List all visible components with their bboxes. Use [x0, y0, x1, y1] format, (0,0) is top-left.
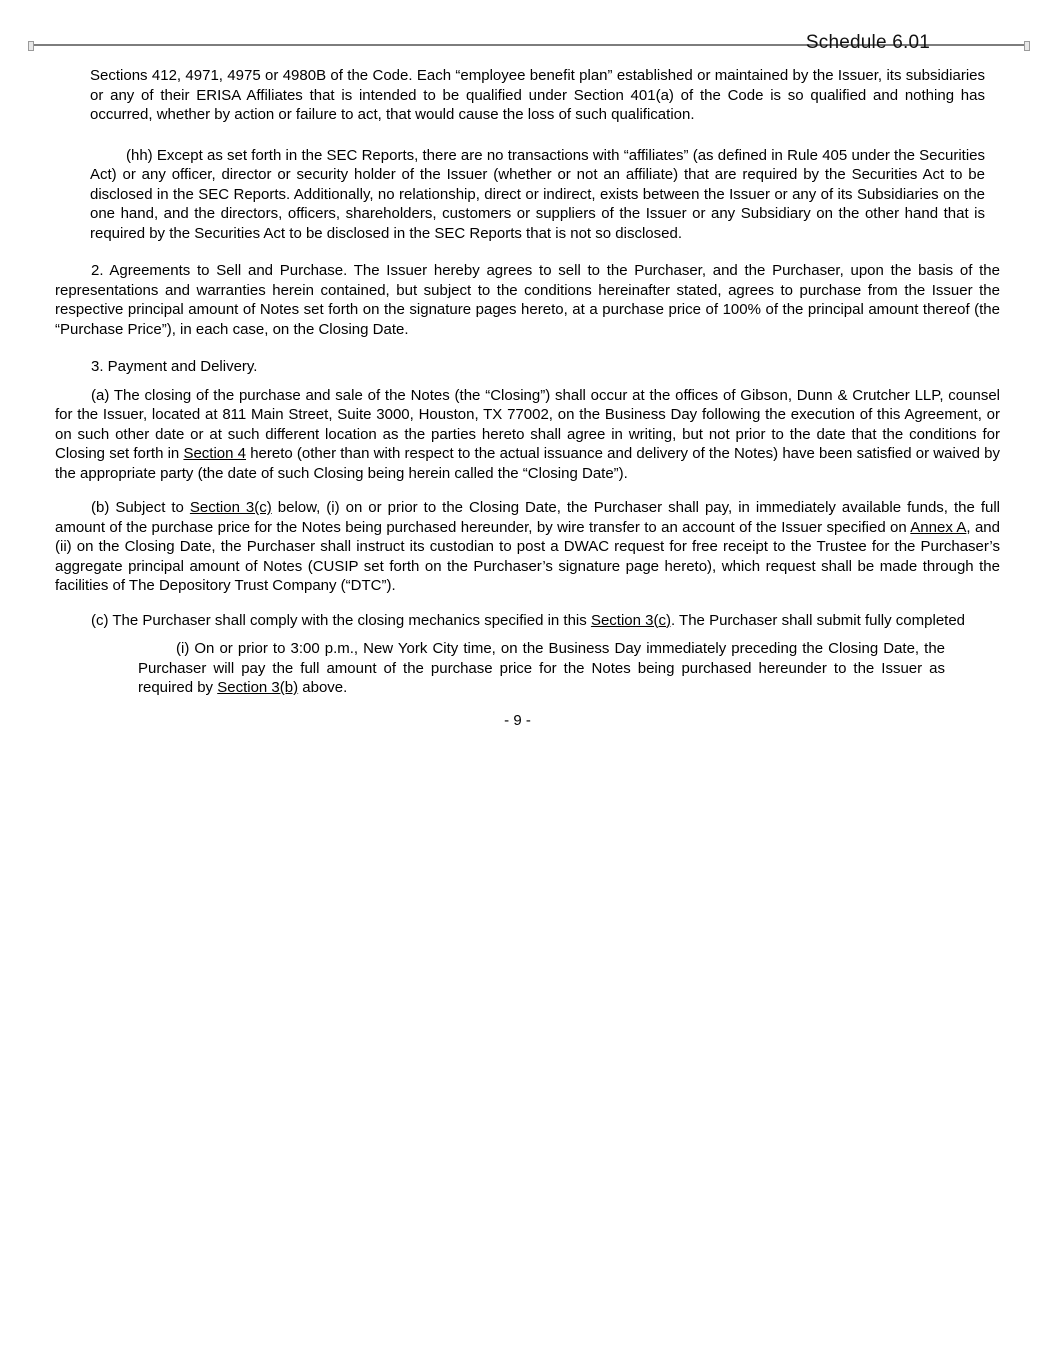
schedule-title: Schedule 6.01 — [805, 32, 930, 53]
text-segment: above. — [298, 679, 348, 696]
document-body — [55, 66, 1000, 730]
paragraph-section-3-heading — [55, 357, 1000, 377]
paragraph-3c-i — [138, 639, 945, 698]
text-segment: . The Purchaser shall submit fully completed — [670, 611, 966, 629]
text-segment: (c) The Purchaser shall comply with the closing mechanics specified in this — [91, 611, 591, 629]
text-segment: , and (ii) on the Closing Date, the Purchaser shall instruct its custodian to post a DWAC request for free receipt to the Trustee for the Purchaser’s aggregate principal amount of Notes (CUSIP set forth on the Purchaser’s signature page hereto), which request shall be made through the facilities of The Depository Trust Company (“DTC”). — [55, 518, 1000, 594]
section-reference: Section 3(b) — [217, 679, 299, 696]
paragraph-erisa-continuation — [90, 66, 985, 125]
text-segment: (b) Subject to — [91, 499, 190, 516]
text-segment: Sections 412, 4971, 4975 or 4980B of the Code. Each “employee benefit plan” established or maintained by the Issuer, its subsidiaries or any of their ERISA Affiliates that is intended to be qualified under Section 401(a) of the Code is so qualified and nothing has occurred, whether by action or failure to act, that would cause the loss of such qualification. — [90, 67, 985, 123]
text-segment: (a) The closing of the purchase and sale of the Notes (the “Closing”) shall occur at the offices of Gibson, Dunn & Crutcher LLP, counsel for the Issuer, located at 811 Main Street, Suite 3000, Houston, TX 77002, on the Business Day following the execution of this Agreement, or on such other date or at such different location as the parties hereto shall agree in writing, but not prior to the date that the conditions for Closing set forth in — [55, 386, 1000, 462]
paragraph-hh — [90, 146, 985, 244]
text-segment: hereto (other than with respect to the actual issuance and delivery of the Notes) have been satisfied or waived by the appropriate party (the date of such Closing being herein called the “Closing Date”). — [55, 445, 1001, 482]
text-segment: (i) On or prior to 3:00 p.m., New York City time, on the Business Day immediately preceding the Closing Date, the Purchaser will pay the full amount of the purchase price for the Notes being purchased hereunder to the Issuer as required by — [138, 640, 945, 696]
paragraph-3c — [55, 611, 1000, 631]
section-reference: Section 3(c) — [189, 499, 272, 516]
section-reference: Section 4 — [183, 445, 247, 462]
paragraph-3a — [55, 386, 1000, 484]
text-segment: 2. Agreements to Sell and Purchase. The Issuer hereby agrees to sell to the Purchaser, and the Purchaser, upon the basis of the representations and warranties herein contained, but subject to the conditions hereinafter stated, agrees to purchase from the Issuer the respective principal amount of Notes set forth on the signature pages hereto, at a purchase price of 100% of the principal amount thereof (the “Purchase Price”), in each case, on the Closing Date. — [55, 262, 1000, 338]
section-reference: Section 3(c) — [590, 611, 671, 629]
page-number: - 9 - — [504, 711, 531, 729]
paragraph-3b — [55, 498, 1000, 596]
text-segment: (hh) Except as set forth in the SEC Reports, there are no transactions with “affiliates” (as defined in Rule 405 under the Securities Act) or any officer, director or security holder of the Issuer (whether or not an affiliate) that are required by the Securities Act to be disclosed in the SEC Reports. Additionally, no relationship, direct or indirect, exists between the Issuer or any of its Subsidiaries on the one hand, and the directors, officers, shareholders, customers or suppliers of the Issuer or any Subsidiary on the other hand that is required by the Securities Act to be disclosed in the SEC Reports that is not so disclosed. — [90, 146, 985, 242]
paragraph-section-2 — [55, 261, 1000, 339]
section-reference: Annex A — [910, 518, 967, 536]
text-segment: 3. Payment and Delivery. — [91, 358, 258, 375]
text-segment: below, (i) on or prior to the Closing Date, the Purchaser shall pay, in immediately available funds, the full amount of the purchase price for the Notes being purchased hereunder, by wire transfer to an account of the Issuer specified on — [55, 499, 1000, 536]
